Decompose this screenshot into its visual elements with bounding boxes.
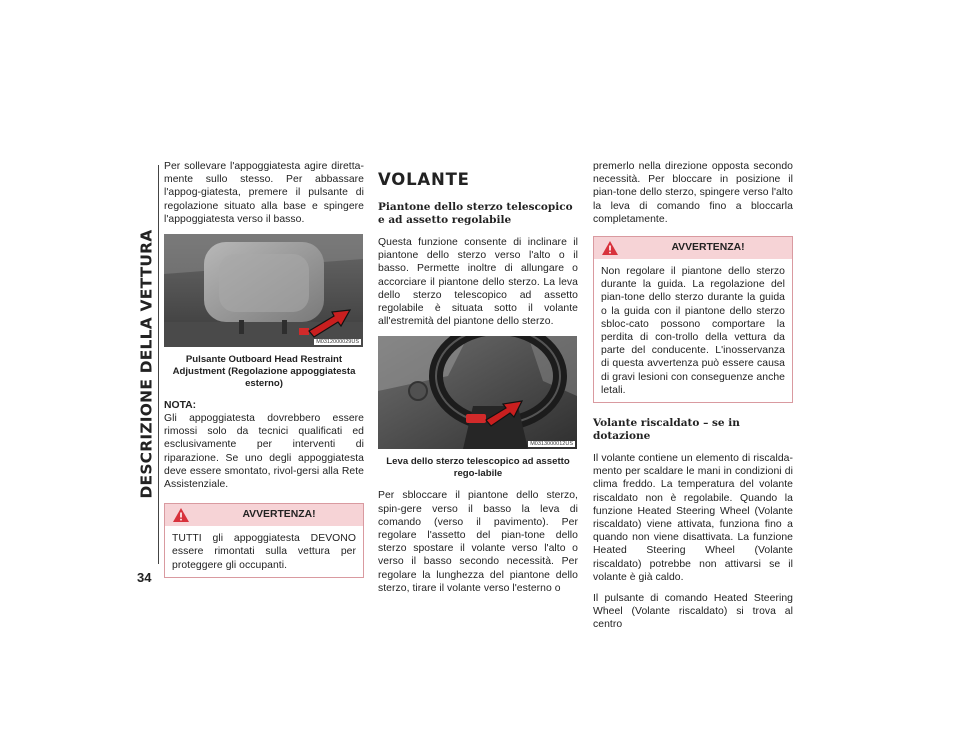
warning-text: TUTTI gli appoggiatesta DEVONO essere rimontati sulla vettura per proteggere gli occupanti. [172,533,356,571]
warning-text: Non regolare il piantone dello sterzo durante la guida. La regolazione del pian-tone dello sterzo durante la guida o la guida con il piantone dello sterzo sbloc-cato possono comportare la perdita di con-trollo della vettura da parte del conducente. L'inosservanza di questa avvertenza può essere causa di gravi lesioni con conseguenze anche letali. [601,266,785,396]
steering-lever-photo [378,336,577,449]
warning-header [165,504,363,526]
warning-box [164,503,364,578]
heated-wheel-description: Il volante contiene un elemento di riscalda-mento per scaldare le mani in condizioni di clima freddo. La temperatura del volante riscaldato non è regolabile. Quando la funzione Heated Steering Wheel (Volante riscaldato) viene attivata, funziona fino a quando non viene disattivata. La funzione Heated Steering Wheel (Volante riscaldato) potrebbe non attivarsi se il volante è già caldo. [593,453,793,583]
section-heading: VOLANTE [378,170,470,189]
column-2 [378,160,578,603]
steering-adjust-instructions: Per sbloccare il piantone dello sterzo, spin-gere verso il basso la leva di comando (verso il pavimento). Per regolare l'assetto del pian-tone dello sterzo spostare il volante verso l'alto o verso il basso secondo necessità. Per regolare la lunghezza del piantone dello sterzo, tirare il volante verso l'esterno o [378,490,578,594]
head-restraint-intro: Per sollevare l'appoggiatesta agire diretta-mente sullo stesso. Per abbassare l'appog-giatesta, premere il pulsante di regolazione situato alla base e spingere l'appoggiatesta verso il basso. [164,161,364,225]
page-number: 34 [137,570,152,585]
column-3 [593,160,793,640]
image-code: M0313000012US [530,441,573,448]
head-restraint-photo [164,234,363,347]
warning-title: AVVERTENZA! [242,509,316,521]
warning-header [594,237,792,259]
subheading-steering-column: Piantone dello sterzo telescopico e ad assetto regolabile [378,201,573,226]
section-divider [158,165,159,564]
section-title: DESCRIZIONE DELLA VETTURA [137,229,156,499]
steering-lever-illustration [378,336,577,449]
warning-triangle-icon [172,507,190,523]
head-restraint-caption: Pulsante Outboard Head Restraint Adjustment (Regolazione appoggiatesta esterno) [172,354,356,390]
note-text: Gli appoggiatesta dovrebbero essere rimossi solo da tecnici qualificati ed esclusivamente per interventi di riparazione. Se uno degli appoggiatesta deve essere smontato, rivol-gersi alla Rete Assistenziale. [164,413,364,491]
section-tab [136,165,156,562]
steering-lock-instructions: premerlo nella direzione opposta secondo necessità. Per bloccare in posizione il pian-tone dello sterzo, spingere verso l'alto la leva di comando fino a bloccarla completamente. [593,161,793,225]
image-code: M0312000029US [316,339,359,346]
warning-triangle-icon [601,240,619,256]
warning-box [593,236,793,403]
head-restraint-illustration [164,234,363,347]
note-label: NOTA: [164,400,197,412]
steering-column-description: Questa funzione consente di inclinare il piantone dello sterzo verso l'alto o il basso. Permette inoltre di allungare o accorciare il piantone dello sterzo. La leva dello sterzo telescopico ad assetto regolabile è situata sotto il volante all'estremità del piantone dello sterzo. [378,237,578,328]
column-1 [164,160,364,578]
steering-lever-caption: Leva dello sterzo telescopico ad assetto rego-labile [386,456,570,480]
heated-wheel-button-location: Il pulsante di comando Heated Steering Wheel (Volante riscaldato) si trova al centro [593,593,793,631]
warning-title: AVVERTENZA! [671,242,745,254]
subheading-heated-wheel: Volante riscaldato – se in dotazione [593,417,740,443]
